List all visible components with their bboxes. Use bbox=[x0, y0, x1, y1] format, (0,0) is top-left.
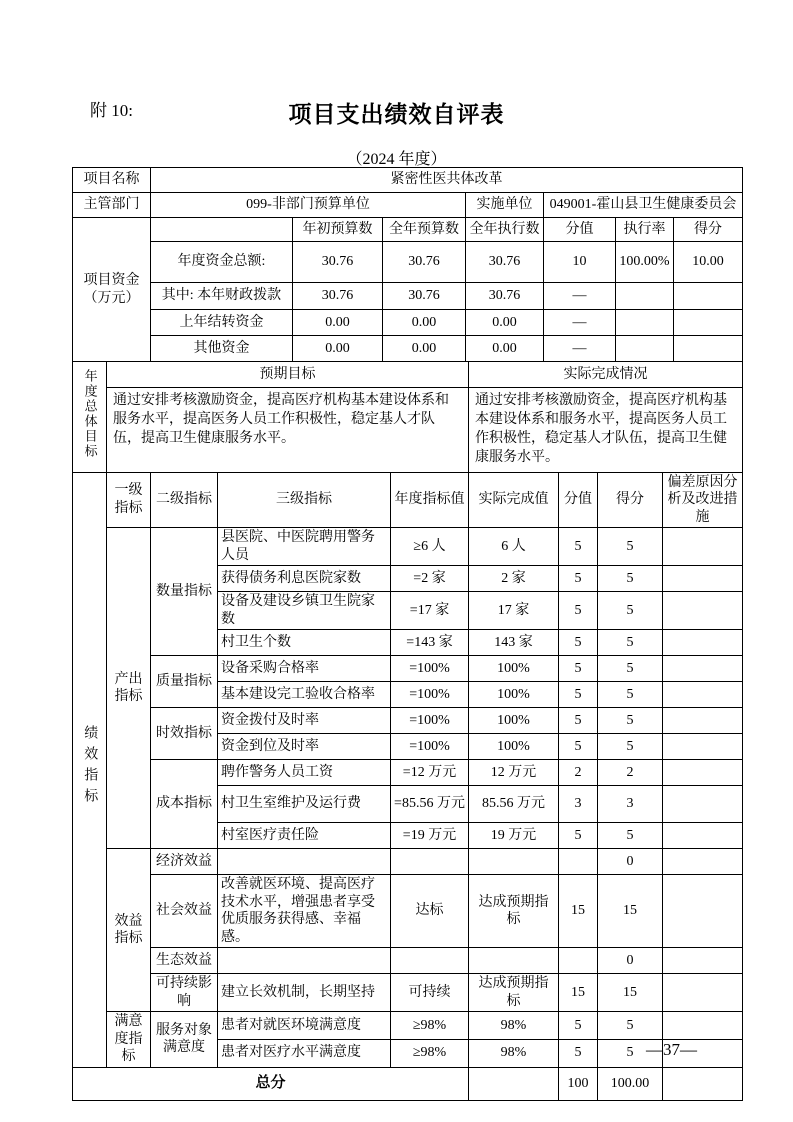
indicator-name: 患者对医疗水平满意度 bbox=[218, 1039, 391, 1067]
title-row bbox=[0, 0, 793, 132]
indicator-score: 5 bbox=[598, 630, 663, 656]
indicator-deviation bbox=[663, 786, 743, 823]
indicator-row bbox=[73, 708, 743, 734]
indicator-name: 村室医疗责任险 bbox=[218, 823, 391, 849]
indicator-score-max bbox=[559, 948, 598, 974]
impl-unit-label: 实施单位 bbox=[466, 193, 544, 218]
goals-row-label bbox=[73, 362, 107, 473]
funds-score bbox=[674, 283, 743, 310]
indicator-deviation bbox=[663, 592, 743, 630]
funds-value: 30.76 bbox=[383, 283, 466, 310]
indicator-actual: 17 家 bbox=[469, 592, 559, 630]
level2-sustainability: 可持续影响 bbox=[151, 974, 218, 1012]
indicators-header-row bbox=[73, 472, 743, 528]
goals-header-row bbox=[73, 362, 743, 388]
funds-row-carryover bbox=[73, 310, 743, 336]
indicator-deviation bbox=[663, 656, 743, 682]
indicator-target: =100% bbox=[391, 656, 469, 682]
funds-execution-rate bbox=[616, 336, 674, 362]
level2-quality: 质量指标 bbox=[151, 656, 218, 708]
indicator-deviation bbox=[663, 630, 743, 656]
indicator-score-max bbox=[559, 849, 598, 875]
goals-table bbox=[72, 361, 743, 473]
indicator-actual bbox=[469, 948, 559, 974]
indicator-deviation bbox=[663, 708, 743, 734]
total-deviation bbox=[663, 1067, 743, 1100]
indicator-target: =12 万元 bbox=[391, 760, 469, 786]
goals-actual-header: 实际完成情况 bbox=[469, 362, 743, 388]
level2-service-target: 服务对象满意度 bbox=[151, 1012, 218, 1068]
indicator-actual: 100% bbox=[469, 734, 559, 760]
funds-header-initial-budget: 年初预算数 bbox=[293, 218, 383, 242]
funds-row-total bbox=[73, 242, 743, 283]
funds-value: 0.00 bbox=[466, 336, 544, 362]
indicator-deviation bbox=[663, 528, 743, 566]
indicator-score-max: 5 bbox=[559, 708, 598, 734]
header-level3: 三级指标 bbox=[218, 472, 391, 528]
form-table bbox=[72, 167, 742, 1101]
indicator-score: 5 bbox=[598, 734, 663, 760]
funds-table bbox=[72, 217, 743, 362]
indicator-deviation bbox=[663, 566, 743, 592]
indicator-score: 0 bbox=[598, 849, 663, 875]
table-row bbox=[73, 193, 743, 218]
indicator-target: =19 万元 bbox=[391, 823, 469, 849]
impl-unit-value: 049001-霍山县卫生健康委员会 bbox=[544, 193, 743, 218]
indicator-target: ≥98% bbox=[391, 1039, 469, 1067]
funds-label: 年度资金总额: bbox=[151, 242, 293, 283]
funds-execution-rate bbox=[616, 310, 674, 336]
indicator-actual: 19 万元 bbox=[469, 823, 559, 849]
indicator-name: 聘作警务人员工资 bbox=[218, 760, 391, 786]
indicator-actual: 100% bbox=[469, 656, 559, 682]
indicator-actual: 85.56 万元 bbox=[469, 786, 559, 823]
info-table bbox=[72, 167, 743, 218]
indicator-score-max: 5 bbox=[559, 566, 598, 592]
indicator-actual: 100% bbox=[469, 682, 559, 708]
indicator-score: 5 bbox=[598, 566, 663, 592]
indicator-name: 村卫生个数 bbox=[218, 630, 391, 656]
indicator-score: 0 bbox=[598, 948, 663, 974]
indicator-target bbox=[391, 948, 469, 974]
indicator-target: ≥98% bbox=[391, 1012, 469, 1040]
total-blank-cell bbox=[469, 1067, 559, 1100]
indicator-deviation bbox=[663, 1012, 743, 1040]
indicator-name: 基本建设完工验收合格率 bbox=[218, 682, 391, 708]
indicator-score: 3 bbox=[598, 786, 663, 823]
dept-label: 主管部门 bbox=[73, 193, 151, 218]
goals-expected-paragraph: 通过安排考核激励资金，提高医疗机构基本建设体系和服务水平，提高医务人员工作积极性，稳定基人才队伍，提高卫生健康服务水平。 bbox=[113, 393, 449, 446]
indicator-name: 改善就医环境、提高医疗技术水平，增强患者享受优质服务获得感、幸福感。 bbox=[218, 875, 391, 948]
funds-score bbox=[674, 336, 743, 362]
funds-value: 30.76 bbox=[466, 242, 544, 283]
indicator-deviation bbox=[663, 849, 743, 875]
total-row bbox=[73, 1067, 743, 1100]
indicator-score-max: 5 bbox=[559, 823, 598, 849]
indicator-target: =2 家 bbox=[391, 566, 469, 592]
funds-value: 30.76 bbox=[293, 283, 383, 310]
indicator-target: =100% bbox=[391, 708, 469, 734]
funds-value: 0.00 bbox=[466, 310, 544, 336]
indicator-deviation bbox=[663, 875, 743, 948]
indicator-deviation bbox=[663, 948, 743, 974]
indicator-row bbox=[73, 875, 743, 948]
indicator-row bbox=[73, 1012, 743, 1040]
level1-output: 产出指标 bbox=[107, 528, 151, 849]
header-score-max: 分值 bbox=[559, 472, 598, 528]
funds-row-other bbox=[73, 336, 743, 362]
funds-value: 30.76 bbox=[293, 242, 383, 283]
funds-header-score-max: 分值 bbox=[544, 218, 616, 242]
indicator-target: =85.56 万元 bbox=[391, 786, 469, 823]
indicators-table bbox=[72, 472, 743, 1101]
goals-expected-text bbox=[107, 388, 469, 473]
indicator-score-max: 5 bbox=[559, 1012, 598, 1040]
indicator-name: 村卫生室维护及运行费 bbox=[218, 786, 391, 823]
indicator-score-max: 15 bbox=[559, 875, 598, 948]
indicator-row bbox=[73, 849, 743, 875]
indicator-deviation bbox=[663, 760, 743, 786]
indicator-score-max: 5 bbox=[559, 592, 598, 630]
indicator-name: 资金拨付及时率 bbox=[218, 708, 391, 734]
indicator-score: 5 bbox=[598, 656, 663, 682]
indicator-score-max: 5 bbox=[559, 656, 598, 682]
indicator-target: 达标 bbox=[391, 875, 469, 948]
indicator-score: 5 bbox=[598, 1012, 663, 1040]
level2-quantity: 数量指标 bbox=[151, 528, 218, 656]
header-score: 得分 bbox=[598, 472, 663, 528]
level2-timeliness: 时效指标 bbox=[151, 708, 218, 760]
indicator-score: 5 bbox=[598, 708, 663, 734]
total-label: 总分 bbox=[73, 1067, 469, 1100]
indicator-score-max: 5 bbox=[559, 682, 598, 708]
indicator-actual: 100% bbox=[469, 708, 559, 734]
indicator-target: ≥6 人 bbox=[391, 528, 469, 566]
goals-actual-paragraph: 通过安排考核激励资金，提高医疗机构基本建设体系和服务水平，提高医务人员工作积极性，稳定基人才队伍，提高卫生健康服务水平。 bbox=[475, 393, 727, 465]
indicator-score: 2 bbox=[598, 760, 663, 786]
indicator-score-max: 2 bbox=[559, 760, 598, 786]
indicator-score: 15 bbox=[598, 974, 663, 1012]
indicator-row bbox=[73, 528, 743, 566]
indicator-name: 患者对就医环境满意度 bbox=[218, 1012, 391, 1040]
indicator-target: =100% bbox=[391, 734, 469, 760]
funds-value: 30.76 bbox=[383, 242, 466, 283]
level2-economic: 经济效益 bbox=[151, 849, 218, 875]
indicator-name: 获得债务利息医院家数 bbox=[218, 566, 391, 592]
funds-label: 其他资金 bbox=[151, 336, 293, 362]
indicator-score: 15 bbox=[598, 875, 663, 948]
indicator-name bbox=[218, 849, 391, 875]
indicator-name: 建立长效机制，长期坚持 bbox=[218, 974, 391, 1012]
funds-score-max: — bbox=[544, 336, 616, 362]
attachment-label: 附 10: bbox=[90, 101, 133, 120]
indicator-row bbox=[73, 656, 743, 682]
indicator-actual: 2 家 bbox=[469, 566, 559, 592]
funds-header-annual-execution: 全年执行数 bbox=[466, 218, 544, 242]
indicator-actual bbox=[469, 849, 559, 875]
funds-score: 10.00 bbox=[674, 242, 743, 283]
indicator-score: 5 bbox=[598, 528, 663, 566]
header-level1: 一级指标 bbox=[107, 472, 151, 528]
funds-score bbox=[674, 310, 743, 336]
total-score: 100.00 bbox=[598, 1067, 663, 1100]
indicator-score-max: 5 bbox=[559, 528, 598, 566]
indicator-deviation bbox=[663, 682, 743, 708]
indicator-row bbox=[73, 948, 743, 974]
indicator-name bbox=[218, 948, 391, 974]
indicator-target: =17 家 bbox=[391, 592, 469, 630]
funds-header-score: 得分 bbox=[674, 218, 743, 242]
indicator-actual: 12 万元 bbox=[469, 760, 559, 786]
funds-row-fiscal bbox=[73, 283, 743, 310]
funds-header-execution-rate: 执行率 bbox=[616, 218, 674, 242]
indicator-deviation bbox=[663, 974, 743, 1012]
funds-row-label: 项目资金（万元） bbox=[73, 218, 151, 362]
indicator-actual: 98% bbox=[469, 1012, 559, 1040]
funds-label: 其中: 本年财政拨款 bbox=[151, 283, 293, 310]
indicator-name: 设备及建设乡镇卫生院家数 bbox=[218, 592, 391, 630]
indicator-actual: 98% bbox=[469, 1039, 559, 1067]
header-level2: 二级指标 bbox=[151, 472, 218, 528]
indicator-actual: 达成预期指标 bbox=[469, 974, 559, 1012]
funds-value: 0.00 bbox=[293, 336, 383, 362]
level1-satisfaction: 满意度指标 bbox=[107, 1012, 151, 1068]
indicator-target: 可持续 bbox=[391, 974, 469, 1012]
indicator-score-max: 3 bbox=[559, 786, 598, 823]
indicator-actual: 143 家 bbox=[469, 630, 559, 656]
indicator-score: 5 bbox=[598, 823, 663, 849]
indicator-score-max: 5 bbox=[559, 734, 598, 760]
indicator-name: 县医院、中医院聘用警务人员 bbox=[218, 528, 391, 566]
indicator-deviation bbox=[663, 734, 743, 760]
indicators-row-label-text: 绩效指标 bbox=[82, 724, 98, 809]
indicator-actual: 达成预期指标 bbox=[469, 875, 559, 948]
goals-actual-text bbox=[469, 388, 743, 473]
funds-value: 0.00 bbox=[383, 310, 466, 336]
funds-header-annual-budget: 全年预算数 bbox=[383, 218, 466, 242]
goals-row-label-text: 年度总体目标 bbox=[82, 369, 98, 460]
funds-value: 0.00 bbox=[293, 310, 383, 336]
total-score-max: 100 bbox=[559, 1067, 598, 1100]
funds-score-max: — bbox=[544, 310, 616, 336]
indicator-score-max: 5 bbox=[559, 1039, 598, 1067]
indicator-target: =143 家 bbox=[391, 630, 469, 656]
indicator-row bbox=[73, 760, 743, 786]
dept-value: 099-非部门预算单位 bbox=[151, 193, 466, 218]
funds-value: 30.76 bbox=[466, 283, 544, 310]
indicator-score-max: 15 bbox=[559, 974, 598, 1012]
indicator-target: =100% bbox=[391, 682, 469, 708]
indicator-name: 设备采购合格率 bbox=[218, 656, 391, 682]
indicator-score: 5 bbox=[598, 592, 663, 630]
goals-content-row bbox=[73, 388, 743, 473]
project-name-label: 项目名称 bbox=[73, 168, 151, 193]
indicator-name: 资金到位及时率 bbox=[218, 734, 391, 760]
table-row bbox=[73, 168, 743, 193]
indicator-score: 5 bbox=[598, 1039, 663, 1067]
header-target: 年度指标值 bbox=[391, 472, 469, 528]
indicator-row bbox=[73, 974, 743, 1012]
indicator-deviation bbox=[663, 823, 743, 849]
page-number: —37— bbox=[646, 1040, 697, 1059]
level2-social: 社会效益 bbox=[151, 875, 218, 948]
goals-expected-header: 预期目标 bbox=[107, 362, 469, 388]
indicator-score-max: 5 bbox=[559, 630, 598, 656]
header-actual: 实际完成值 bbox=[469, 472, 559, 528]
funds-score-max: 10 bbox=[544, 242, 616, 283]
level2-ecological: 生态效益 bbox=[151, 948, 218, 974]
level2-cost: 成本指标 bbox=[151, 760, 218, 849]
level1-benefit: 效益指标 bbox=[107, 849, 151, 1012]
funds-header-row bbox=[73, 218, 743, 242]
funds-execution-rate bbox=[616, 283, 674, 310]
indicator-actual: 6 人 bbox=[469, 528, 559, 566]
funds-execution-rate: 100.00% bbox=[616, 242, 674, 283]
indicators-row-label bbox=[73, 472, 107, 1067]
indicator-score: 5 bbox=[598, 682, 663, 708]
page-subtitle: （2024 年度） bbox=[346, 151, 447, 168]
project-name-value: 紧密性医共体改革 bbox=[151, 168, 743, 193]
funds-blank-cell bbox=[151, 218, 293, 242]
funds-label: 上年结转资金 bbox=[151, 310, 293, 336]
indicator-target bbox=[391, 849, 469, 875]
header-deviation: 偏差原因分析及改进措施 bbox=[663, 472, 743, 528]
funds-score-max: — bbox=[544, 283, 616, 310]
funds-value: 0.00 bbox=[383, 336, 466, 362]
page-title: 项目支出绩效自评表 bbox=[288, 102, 505, 127]
